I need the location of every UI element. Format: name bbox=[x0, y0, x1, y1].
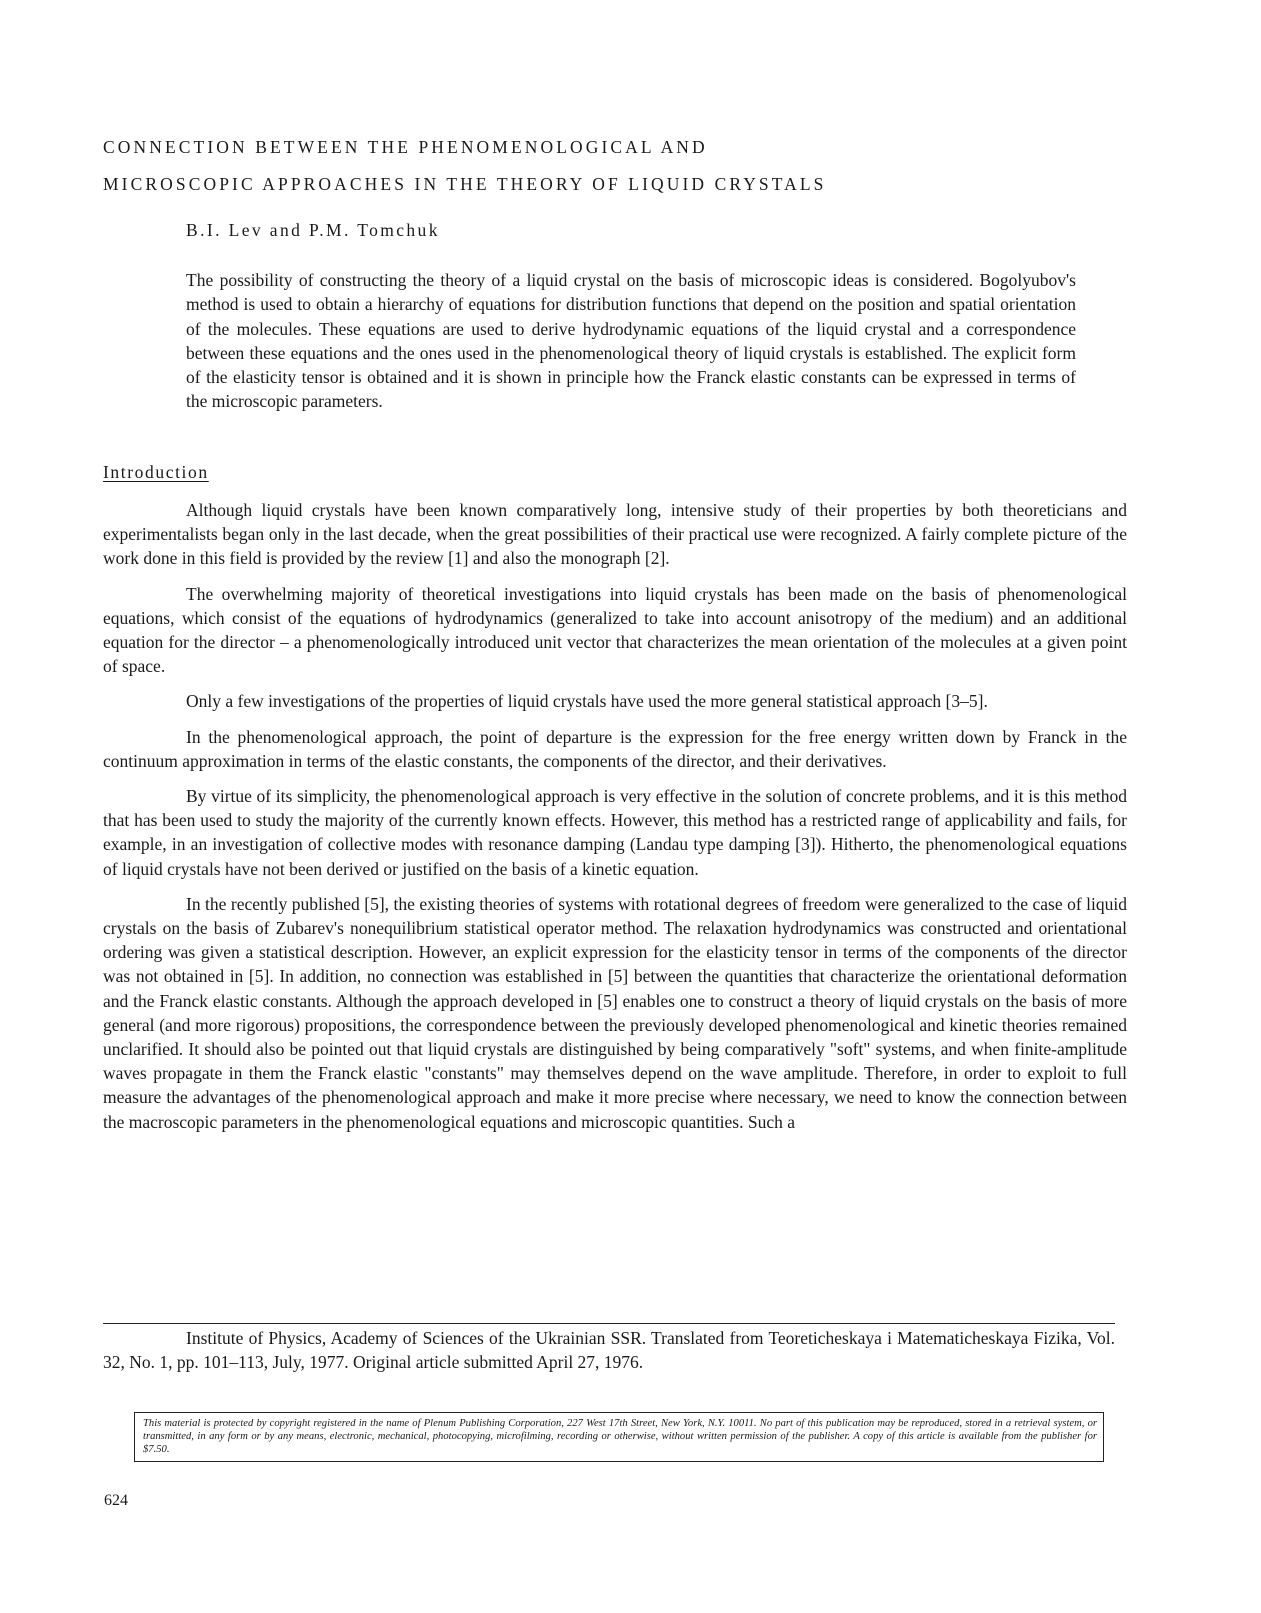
footnote bbox=[103, 1326, 1115, 1374]
paragraph: Although liquid crystals have been known comparatively long, intensive study of their properties by both theoreticians and experimentalists began only in the last decade, when the great possibilities of their practical use were recognized. A fairly complete picture of the work done in this field is provided by the review [1] and also the monograph [2]. bbox=[103, 500, 1127, 569]
paragraph: The overwhelming majority of theoretical investigations into liquid crystals has been made on the basis of phenomenological equations, which consist of the equations of hydrodynamics (generalized to take into account anisotropy of the medium) and an additional equation for the director – a phenomenologically introduced unit vector that characterizes the mean orientation of the molecules at a given point of space. bbox=[103, 583, 1127, 677]
introduction-body bbox=[103, 498, 1127, 1145]
abstract-text: The possibility of constructing the theory of a liquid crystal on the basis of microscopic ideas is considered. Bogolyubov's method is used to obtain a hierarchy of equations for distribution functions that depend on the position and spatial orientation of the molecules. These equations are used to derive hydrodynamic equations of the liquid crystal and a correspondence between these equations and the ones used in the phenomenological theory of liquid crystals is established. The explicit form of the elasticity tensor is obtained and it is shown in principle how the Franck elastic constants can be expressed in terms of the microscopic parameters. bbox=[186, 270, 1076, 412]
footnote-divider bbox=[103, 1323, 1115, 1324]
page-number: 624 bbox=[104, 1492, 128, 1509]
section-heading-introduction: Introduction bbox=[103, 462, 209, 482]
footnote-text: Institute of Physics, Academy of Sciences of the Ukrainian SSR. Translated from Teoreticheskaya i Matematicheskaya Fizika, Vol. 32, No. 1, pp. 101–113, July, 1977. Original article submitted April 27, 1976. bbox=[103, 1328, 1115, 1372]
abstract bbox=[186, 268, 1076, 414]
paragraph: In the recently published [5], the existing theories of systems with rotational degrees of freedom were generalized to the case of liquid crystals on the basis of Zubarev's nonequilibrium statistical operator method. The relaxation hydrodynamics was constructed and orientational ordering was given a statistical description. However, an explicit expression for the elasticity tensor in terms of the components of the director was not obtained in [5]. In addition, no connection was established in [5] between the quantities that characterize the orientational deformation and the Franck elastic constants. Although the approach developed in [5] enables one to construct a theory of liquid crystals on the basis of more general (and more rigorous) propositions, the correspondence between the previously developed phenomenological and kinetic theories remained unclarified. It should also be pointed out that liquid crystals are distinguished by being comparatively "soft" systems, and when finite-amplitude waves propagate in them the Franck elastic "constants" may themselves depend on the wave amplitude. Therefore, in order to exploit to full measure the advantages of the phenomenological approach and make it more precise where necessary, we need to know the connection between the macroscopic parameters in the phenomenological equations and microscopic quantities. Such a bbox=[103, 893, 1127, 1132]
article-authors: B.I. Lev and P.M. Tomchuk bbox=[186, 220, 440, 240]
paragraph: By virtue of its simplicity, the phenomenological approach is very effective in the solution of concrete problems, and it is this method that has been used to study the majority of the currently known effects. However, this method has a restricted range of applicability and fails, for example, in an investigation of collective modes with resonance damping (Landau type damping [3]). Hitherto, the phenomenological equations of liquid crystals have not been derived or justified on the basis of a kinetic equation. bbox=[103, 786, 1127, 879]
paragraph: In the phenomenological approach, the point of departure is the expression for the free energy written down by Franck in the continuum approximation in terms of the elastic constants, the components of the director, and their derivatives. bbox=[103, 726, 1127, 771]
article-title-line-2: MICROSCOPIC APPROACHES IN THE THEORY OF LIQUID CRYSTALS bbox=[103, 174, 827, 194]
article-title-line-1: CONNECTION BETWEEN THE PHENOMENOLOGICAL AND bbox=[103, 137, 708, 157]
paragraph: Only a few investigations of the properties of liquid crystals have used the more general statistical approach [3–5]. bbox=[186, 691, 988, 712]
copyright-notice-box: This material is protected by copyright registered in the name of Plenum Publishing Corporation, 227 West 17th Street, New York, N.Y. 10011. No part of this publication may be reproduced, stored in a retrieval system, or transmitted, in any form or by any means, electronic, mechanical, photocopying, microfilming, recording or otherwise, without written permission of the publisher. A copy of this article is available from the publisher for $7.50. bbox=[134, 1412, 1104, 1462]
